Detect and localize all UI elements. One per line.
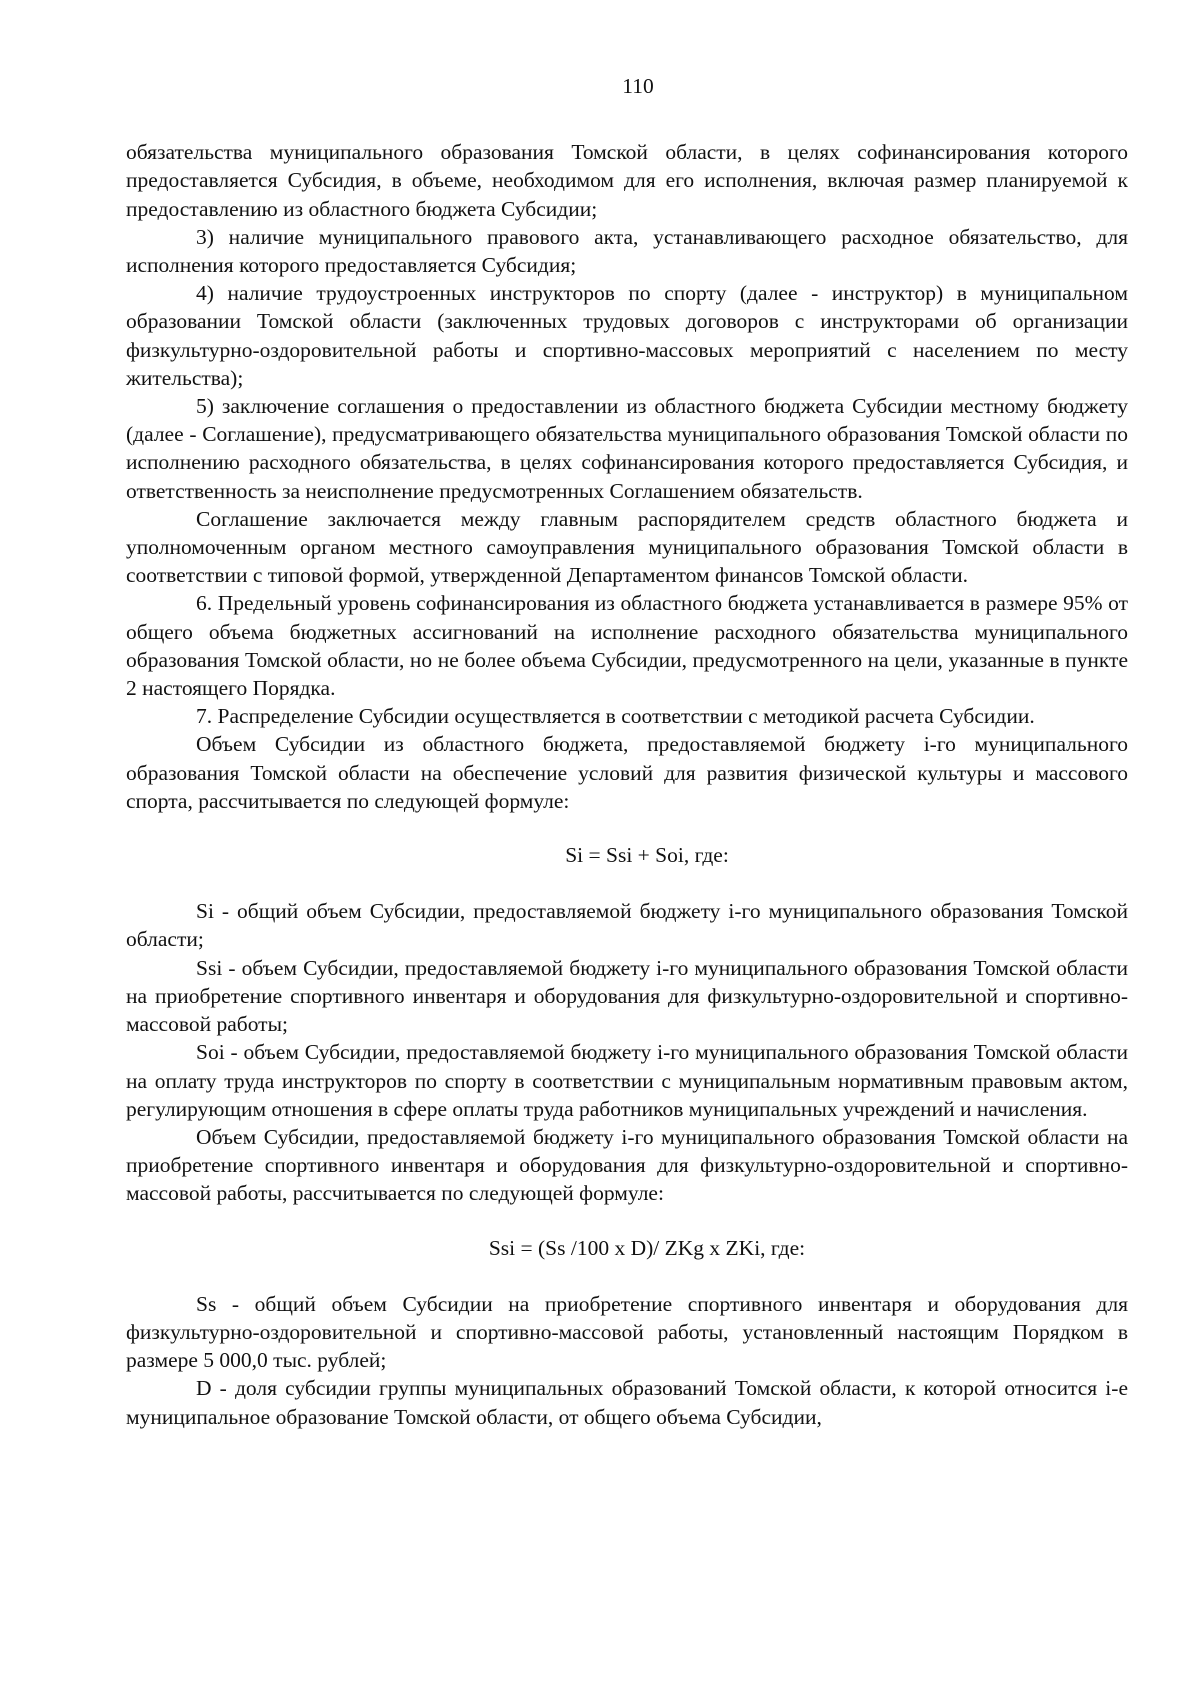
- paragraph-soi-definition: Soi - объем Субсидии, предоставляемой бюджету i-го муниципального образования Томской области на оплату труда инструкторов по спорту в соответствии с муниципальным нормативным правовым актом, регулирующим отношения в сфере оплаты труда работников муниципальных учреждений и начисления.: [126, 1040, 1128, 1121]
- paragraph-continuation: обязательства муниципального образования Томской области, в целях софинансирования которого предоставляется Субсидия, в объеме, необходимом для его исполнения, включая размер планируемой к предоставлению из областного бюджета Субсидии;: [126, 140, 1128, 221]
- paragraph-formula-intro: Объем Субсидии из областного бюджета, предоставляемой бюджету i-го муниципального образования Томской области на обеспечение условий для развития физической культуры и массового спорта, рассчитывается по следующей формуле:: [126, 732, 1128, 813]
- paragraph-item-4: 4) наличие трудоустроенных инструкторов по спорту (далее - инструктор) в муниципальном образовании Томской области (заключенных трудовых договоров с инструкторами об организации физкультурно-оздоровительной работы и спортивно-массовых мероприятий с населением по месту жительства);: [126, 281, 1128, 390]
- paragraph-d-definition: D - доля субсидии группы муниципальных образований Томской области, к которой относится i-е муниципальное образование Томской области, от общего объема Субсидии,: [126, 1376, 1128, 1429]
- paragraph-item-3: 3) наличие муниципального правового акта, устанавливающего расходное обязательство, для исполнения которого предоставляется Субсидия;: [126, 224, 1128, 278]
- paragraph-item-5: 5) заключение соглашения о предоставлении из областного бюджета Субсидии местному бюджету (далее - Соглашение), предусматривающего обязательства муниципального образования Томской области по исполнению расходного обязательства, в целях софинансирования которого предоставляется Субсидия, и ответственность за неисполнение предусмотренных Соглашением обязательств.: [126, 394, 1128, 503]
- formula-ssi: Ssi = (Ss /100 x D)/ ZKg x ZKi, где:: [488, 1235, 806, 1260]
- page-number: 110: [622, 74, 654, 98]
- paragraph-point-7: 7. Распределение Субсидии осуществляется в соответствии с методикой расчета Субсидии.: [196, 704, 1035, 729]
- paragraph-si-definition: Si - общий объем Субсидии, предоставляемой бюджету i-го муниципального образования Томской области;: [126, 899, 1128, 952]
- formula-si: Si = Ssi + Soi, где:: [565, 843, 729, 868]
- paragraph-ss-definition: Ss - общий объем Субсидии на приобретение спортивного инвентаря и оборудования для физкультурно-оздоровительной и спортивно-массовой работы, установленный настоящим Порядком в размере 5 000,0 тыс. рублей;: [126, 1291, 1128, 1373]
- paragraph-ssi-formula-intro: Объем Субсидии, предоставляемой бюджету i-го муниципального образования Томской области на приобретение спортивного инвентаря и оборудования для физкультурно-оздоровительной и спортивно-массовой работы, рассчитывается по следующей формуле:: [126, 1124, 1128, 1206]
- paragraph-agreement: Соглашение заключается между главным распорядителем средств областного бюджета и уполномоченным органом местного самоуправления муниципального образования Томской области в соответствии с типовой формой, утвержденной Департаментом финансов Томской области.: [126, 506, 1128, 588]
- paragraph-ssi-definition: Ssi - объем Субсидии, предоставляемой бюджету i-го муниципального образования Томской области на приобретение спортивного инвентаря и оборудования для физкультурно-оздоровительной и спортивно-массовой работы;: [126, 955, 1128, 1037]
- paragraph-point-6: 6. Предельный уровень софинансирования из областного бюджета устанавливается в размере 95% от общего объема бюджетных ассигнований на исполнение расходного обязательства муниципального образования Томской области, но не более объема Субсидии, предусмотренного на цели, указанные в пункте 2 настоящего Порядка.: [126, 591, 1128, 701]
